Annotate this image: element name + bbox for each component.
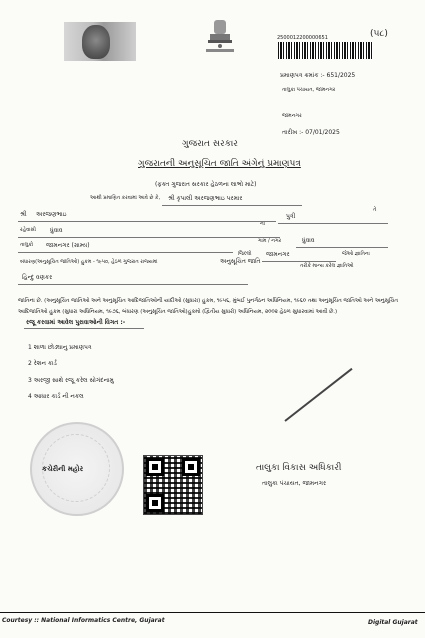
documents-heading: રજૂ કરવામાં આવેલ પુરાવાઓની વિગત :-	[26, 319, 126, 326]
resident-village: ધુંવાવ	[50, 227, 63, 234]
officer-signature	[284, 368, 352, 422]
taluka-line	[18, 252, 233, 253]
applicant-photo	[64, 22, 136, 61]
issue-date: તારીખ :- 07/01/2025	[282, 129, 340, 136]
state-emblem-icon	[200, 18, 240, 54]
certificate-number: પ્રમાણપત્ર ક્રમાંક :- 651/2025	[280, 72, 356, 79]
caste-line-prefix: બંધારણ(અનુસૂચિત જાતિઓ) હુકમ - ૧૯૫૦, હેઠળ ગુજરાત રાજ્યમાં	[20, 259, 158, 265]
serial-number: (૫૮)	[370, 29, 388, 39]
village-line	[296, 247, 388, 248]
father-name: અરજણભાઇ	[36, 211, 67, 218]
document-title: ગુજરાતની અનુસૂચિત જાતિ અંગેનું પ્રમાણપત્ર	[138, 159, 301, 169]
village-name: ધુંવાવ	[302, 237, 315, 244]
taluka-name: જામનગર (ગ્રામ્ય)	[46, 242, 90, 249]
legal-paragraph: જાતિના છે. (અનુસૂચિત જાતિઓ અને અનુસૂચિત આદિજાતિઓની યાદીઓ (સુધારા) હુકમ, ૧૯૫૬, મુંબઈ પુનર્ગઠન અધિનિયમ, ૧૯૬૦ તથા અનુસૂચિત જાતિઓ અને અનુસૂચિત આદિજાતિઓ હુકમ (સુધારા અધિનિયમ, ૧૯૭૬, બંધારણ (અનુસૂચિત જાતિઓ)હુકમો (દ્વિતીય સુધારો) અધિનિયમ, ૨૦૦૨ હેઠળ સુધારવામાં આવી છે.)	[18, 298, 398, 315]
father-prefix: શ્રી	[20, 211, 27, 218]
applicant-name-line	[162, 205, 302, 206]
caste-line-suffix: તરીકે માન્ય કરેલ જ્ઞાતિઓ	[300, 263, 354, 269]
certify-text: આથી પ્રમાણિત કરવામાં આવે છે કે,	[90, 195, 161, 201]
resident-label: રહેવાસી	[20, 227, 36, 233]
officer-title: તાલુકા વિકાસ અધિકારી	[256, 463, 342, 473]
photo-face	[82, 25, 110, 59]
relation-label: ના	[260, 221, 265, 227]
documents-heading-line	[24, 328, 144, 329]
document-item-1: 1 શાળા છોડ્યાનુ પ્રમાણપત્ર	[28, 344, 92, 351]
place-name: જામનગર	[282, 113, 302, 119]
caste-category: અનુસૂચિત જાતિ	[220, 258, 261, 265]
father-name-line	[18, 221, 276, 222]
village-label: ગામ / નગર	[258, 238, 282, 244]
barcode	[278, 42, 373, 59]
relation-line	[278, 223, 388, 224]
office-seal-label: કચેરીની મહોર	[42, 465, 84, 473]
taluka-label: તાલુકો	[20, 242, 34, 248]
qr-finder-top-left	[146, 458, 164, 476]
relation: પુત્રી	[286, 213, 296, 220]
qr-finder-bottom-left	[146, 494, 164, 512]
sub-caste-label: જેઓ જ્ઞાતિના	[342, 251, 370, 257]
document-item-2: 2 રેશન કાર્ડ	[28, 360, 57, 367]
courtesy-text: Courtesy :: National Informatics Centre, Gujarat	[2, 617, 165, 624]
district-label: જિલ્લો	[238, 251, 252, 257]
district-name: જામનગર	[266, 251, 290, 258]
resident-line	[18, 237, 280, 238]
document-item-3: 3 અરજી સાથે રજૂ કરેલ સોગંદનામુ	[28, 377, 114, 384]
officer-office: તાલુકા પંચાયત, જામનગર	[262, 480, 327, 487]
qr-finder-top-right	[182, 458, 200, 476]
caste-name-line	[18, 284, 248, 285]
document-subtitle: (ફક્ત ગુજરાત સરકાર હેઠળના લાભો માટે)	[155, 181, 257, 188]
footer-rule	[0, 612, 425, 613]
qr-code	[143, 455, 203, 515]
caste-name: હિન્દુ વણકર	[22, 274, 53, 281]
applicant-name: શ્રી કૃપાલી અરજણભાઇ પરમાર	[168, 195, 243, 202]
document-item-4: 4 આધાર કાર્ડ ની નકલ	[28, 393, 84, 400]
government-title: ગુજરાત સરકાર	[182, 139, 238, 149]
line1-suffix: તે	[373, 207, 377, 213]
district-line	[262, 261, 336, 262]
office-name: તાલુકા પંચાયત, જામનગર	[282, 87, 336, 93]
brand-name: Digital Gujarat	[368, 619, 418, 626]
barcode-number: 2500012200000651	[277, 35, 328, 41]
